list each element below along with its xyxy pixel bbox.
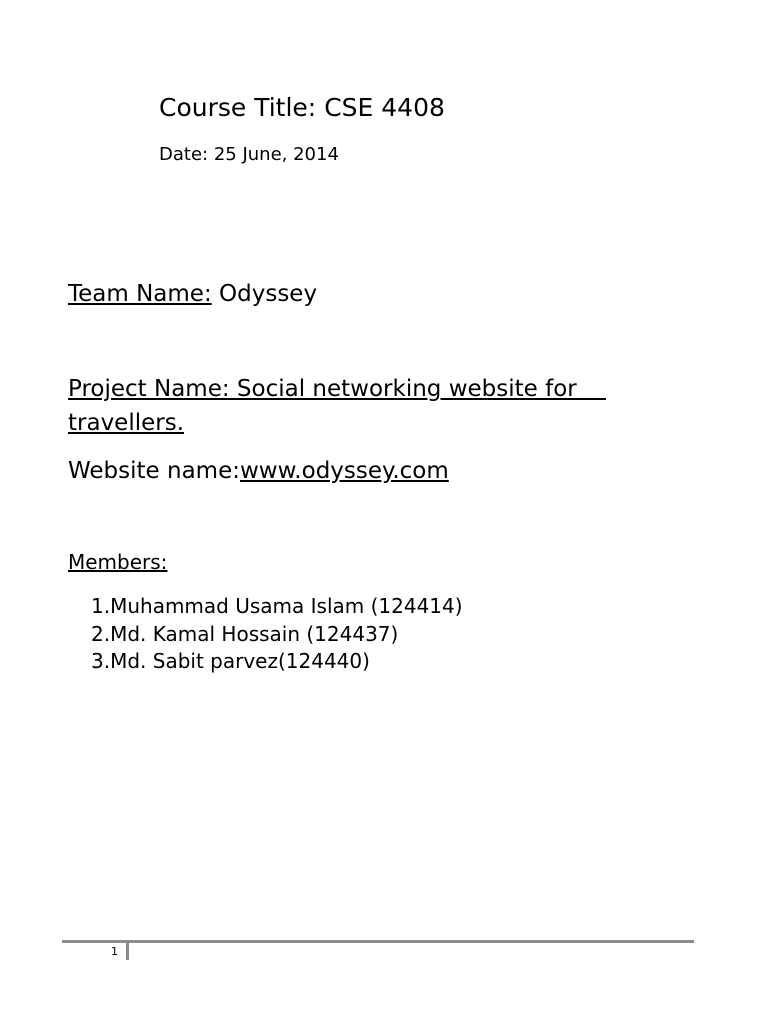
- project-name-line-1: Project Name: Social networking website for: [68, 376, 606, 402]
- footer-rule: [62, 940, 694, 943]
- footer-page-divider: [126, 942, 129, 960]
- course-title: [159, 93, 445, 122]
- course-title-label: Course Title:: [159, 93, 325, 122]
- document-date: [159, 144, 339, 165]
- team-name-label: Team Name:: [68, 281, 212, 307]
- website-name-label: Website name:: [68, 458, 240, 484]
- date-label: Date:: [159, 144, 214, 165]
- team-name: [68, 281, 317, 307]
- team-name-value: Odyssey: [211, 281, 318, 307]
- website-link[interactable]: www.odyssey.com: [239, 458, 449, 484]
- course-title-value: CSE 4408: [324, 93, 445, 122]
- member-item: 1.Muhammad Usama Islam (124414): [91, 594, 463, 618]
- members-heading: Members:: [68, 550, 168, 574]
- page-number: 1: [111, 945, 118, 958]
- date-value: 25 June, 2014: [213, 144, 339, 165]
- members-list: [91, 593, 463, 676]
- member-item: 3.Md. Sabit parvez(124440): [91, 649, 370, 673]
- member-item: 2.Md. Kamal Hossain (124437): [91, 621, 399, 646]
- project-name-line-2: travellers.: [68, 410, 185, 436]
- website-name: [68, 458, 449, 484]
